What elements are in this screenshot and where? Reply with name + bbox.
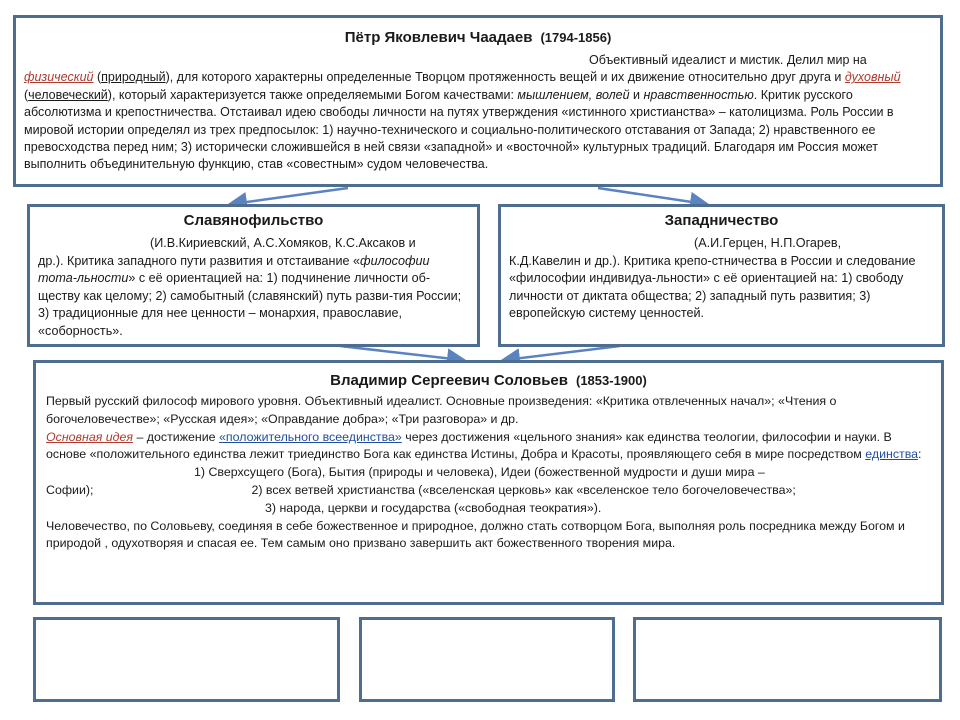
term-unity: единства — [865, 447, 919, 462]
term-morality: нравственностью — [643, 87, 754, 102]
term-physical: физический — [24, 70, 94, 85]
chaadaev-text-part: ), для которого характерны определенные Творцом протяженность вещей и их движение относительно друг друга и — [165, 70, 845, 85]
empty-box-right — [633, 617, 942, 702]
solovyov-list-line2 — [46, 482, 931, 500]
solovyov-text-part: через достижения «цельного знания» как единства теологии, философии и науки. В основе «положительного единства лежит триединство Бога как единства Истины, Добра и Красоты, проявляющего себя в мире посредством — [46, 429, 892, 462]
solovyov-name: Владимир Сергеевич Соловьев — [330, 372, 568, 389]
term-thinking-will: мышлением, волей — [517, 87, 630, 102]
empty-box-left — [33, 617, 340, 702]
arrow-zapad-to-solovyov — [505, 346, 620, 360]
slavophilism-title: Славянофильство — [183, 212, 324, 229]
westernism-title: Западничество — [664, 212, 779, 229]
arrow-to-westernism — [598, 188, 705, 204]
chaadaev-text-part: ( — [24, 87, 29, 102]
solovyov-dates: (1853-1900) — [575, 373, 647, 388]
solovyov-list-line1: 1) Сверхсущего (Бога), Бытия (природы и человека), Идеи (божественной мудрости и души мира – — [194, 465, 765, 480]
chaadaev-text-part: ( — [93, 70, 102, 85]
chaadaev-line1: Объективный идеалист и мистик. Делил мир на — [589, 53, 867, 67]
slavophilism-text-part: др.). Критика западного пути развития и отстаивание « — [38, 253, 361, 268]
solovyov-list-line2-start: Софии); — [46, 482, 94, 497]
chaadaev-dates: (1794-1856) — [540, 30, 612, 45]
solovyov-intro: Первый русский философ мирового уровня. Объективный идеалист. Основные произведения: «Критика отвлеченных начал»; «Чтения о богочеловечестве»; «Русская идея»; «Оправдание добра»; «Три разговора» и др. — [46, 394, 837, 426]
slavophilism-box — [27, 204, 480, 347]
solovyov-title — [46, 371, 931, 391]
term-natural: природный — [101, 70, 166, 85]
arrow-slav-to-solovyov — [340, 346, 462, 360]
chaadaev-text — [24, 52, 932, 174]
westernism-body: К.Д.Кавелин и др.). Критика крепо-стничества в России и следование «философии индивидуа-льности» с её ориентацией на: 1) свободу личности от диктата общества; 2) западный путь развития; 3) европейскую систему ценностей. — [509, 253, 916, 321]
term-positive-unity: «положительного всеединства» — [219, 429, 402, 444]
chaadaev-title — [24, 28, 932, 48]
westernism-names: (А.И.Герцен, Н.П.Огарев, — [694, 236, 842, 250]
solovyov-text — [46, 393, 931, 553]
slavophilism-text — [38, 235, 469, 341]
solovyov-main-idea — [46, 429, 931, 465]
chaadaev-text-part: . Критик русского абсолютизма и крепостничества. Отстаивал идею свободы личности на путях утверждения «истинного христианства» – католицизма. Роль России в мировой истории определял из трех предпосылок: 1) научно-технического и социально-политического отставания от Запада; 2) нравственного ее превосходства перед ним; 3) исторически сложившейся в ней связи «западной» и «восточной» культурных традиций. Благодаря им Россия может выполнить объединительную функцию, став «совестным» судом человечества. — [24, 87, 894, 172]
solovyov-box — [33, 360, 944, 605]
chaadaev-text-part: и — [629, 87, 644, 102]
term-totality: философии тота-льности — [38, 253, 430, 286]
arrow-to-slavophilism — [232, 188, 348, 204]
chaadaev-name: Пётр Яковлевич Чаадаев — [344, 29, 533, 46]
term-human: человеческий — [28, 87, 108, 102]
solovyov-list-line3: 3) народа, церкви и государства («свободная теократия»). — [265, 500, 602, 515]
solovyov-list-line2-rest: 2) всех ветвей христианства («вселенская церковь» как «вселенское тело богочеловечества»; — [251, 482, 796, 497]
slavophilism-text-part: » с её ориентацией на: 1) подчинение личности об-ществу как целому; 2) самобытный (славянский) путь разви-тия России; 3) традиционные для нее ценности – монархия, православие, «соборность». — [38, 271, 462, 338]
slavophilism-names: (И.В.Кириевский, А.С.Хомяков, К.С.Аксаков и — [150, 236, 416, 250]
term-main-idea: Основная идея — [46, 429, 134, 444]
westernism-box — [498, 204, 945, 347]
term-spiritual: духовный — [844, 70, 901, 85]
chaadaev-box — [13, 15, 943, 187]
westernism-text — [509, 235, 934, 323]
chaadaev-text-part: ), который характеризуется также определяемыми Богом качествами: — [107, 87, 518, 102]
empty-box-middle — [359, 617, 615, 702]
solovyov-conclusion: Человечество, по Соловьеву, соединяя в себе божественное и природное, должно стать сотворцом Бога, выполняя роль посредника между Богом и природой , одухотворяя и спасая ее. Тем самым оно призвано завершить акт божественного творения мира. — [46, 518, 905, 551]
solovyov-text-part: – достижение — [133, 429, 219, 444]
solovyov-text-part: : — [918, 447, 922, 462]
